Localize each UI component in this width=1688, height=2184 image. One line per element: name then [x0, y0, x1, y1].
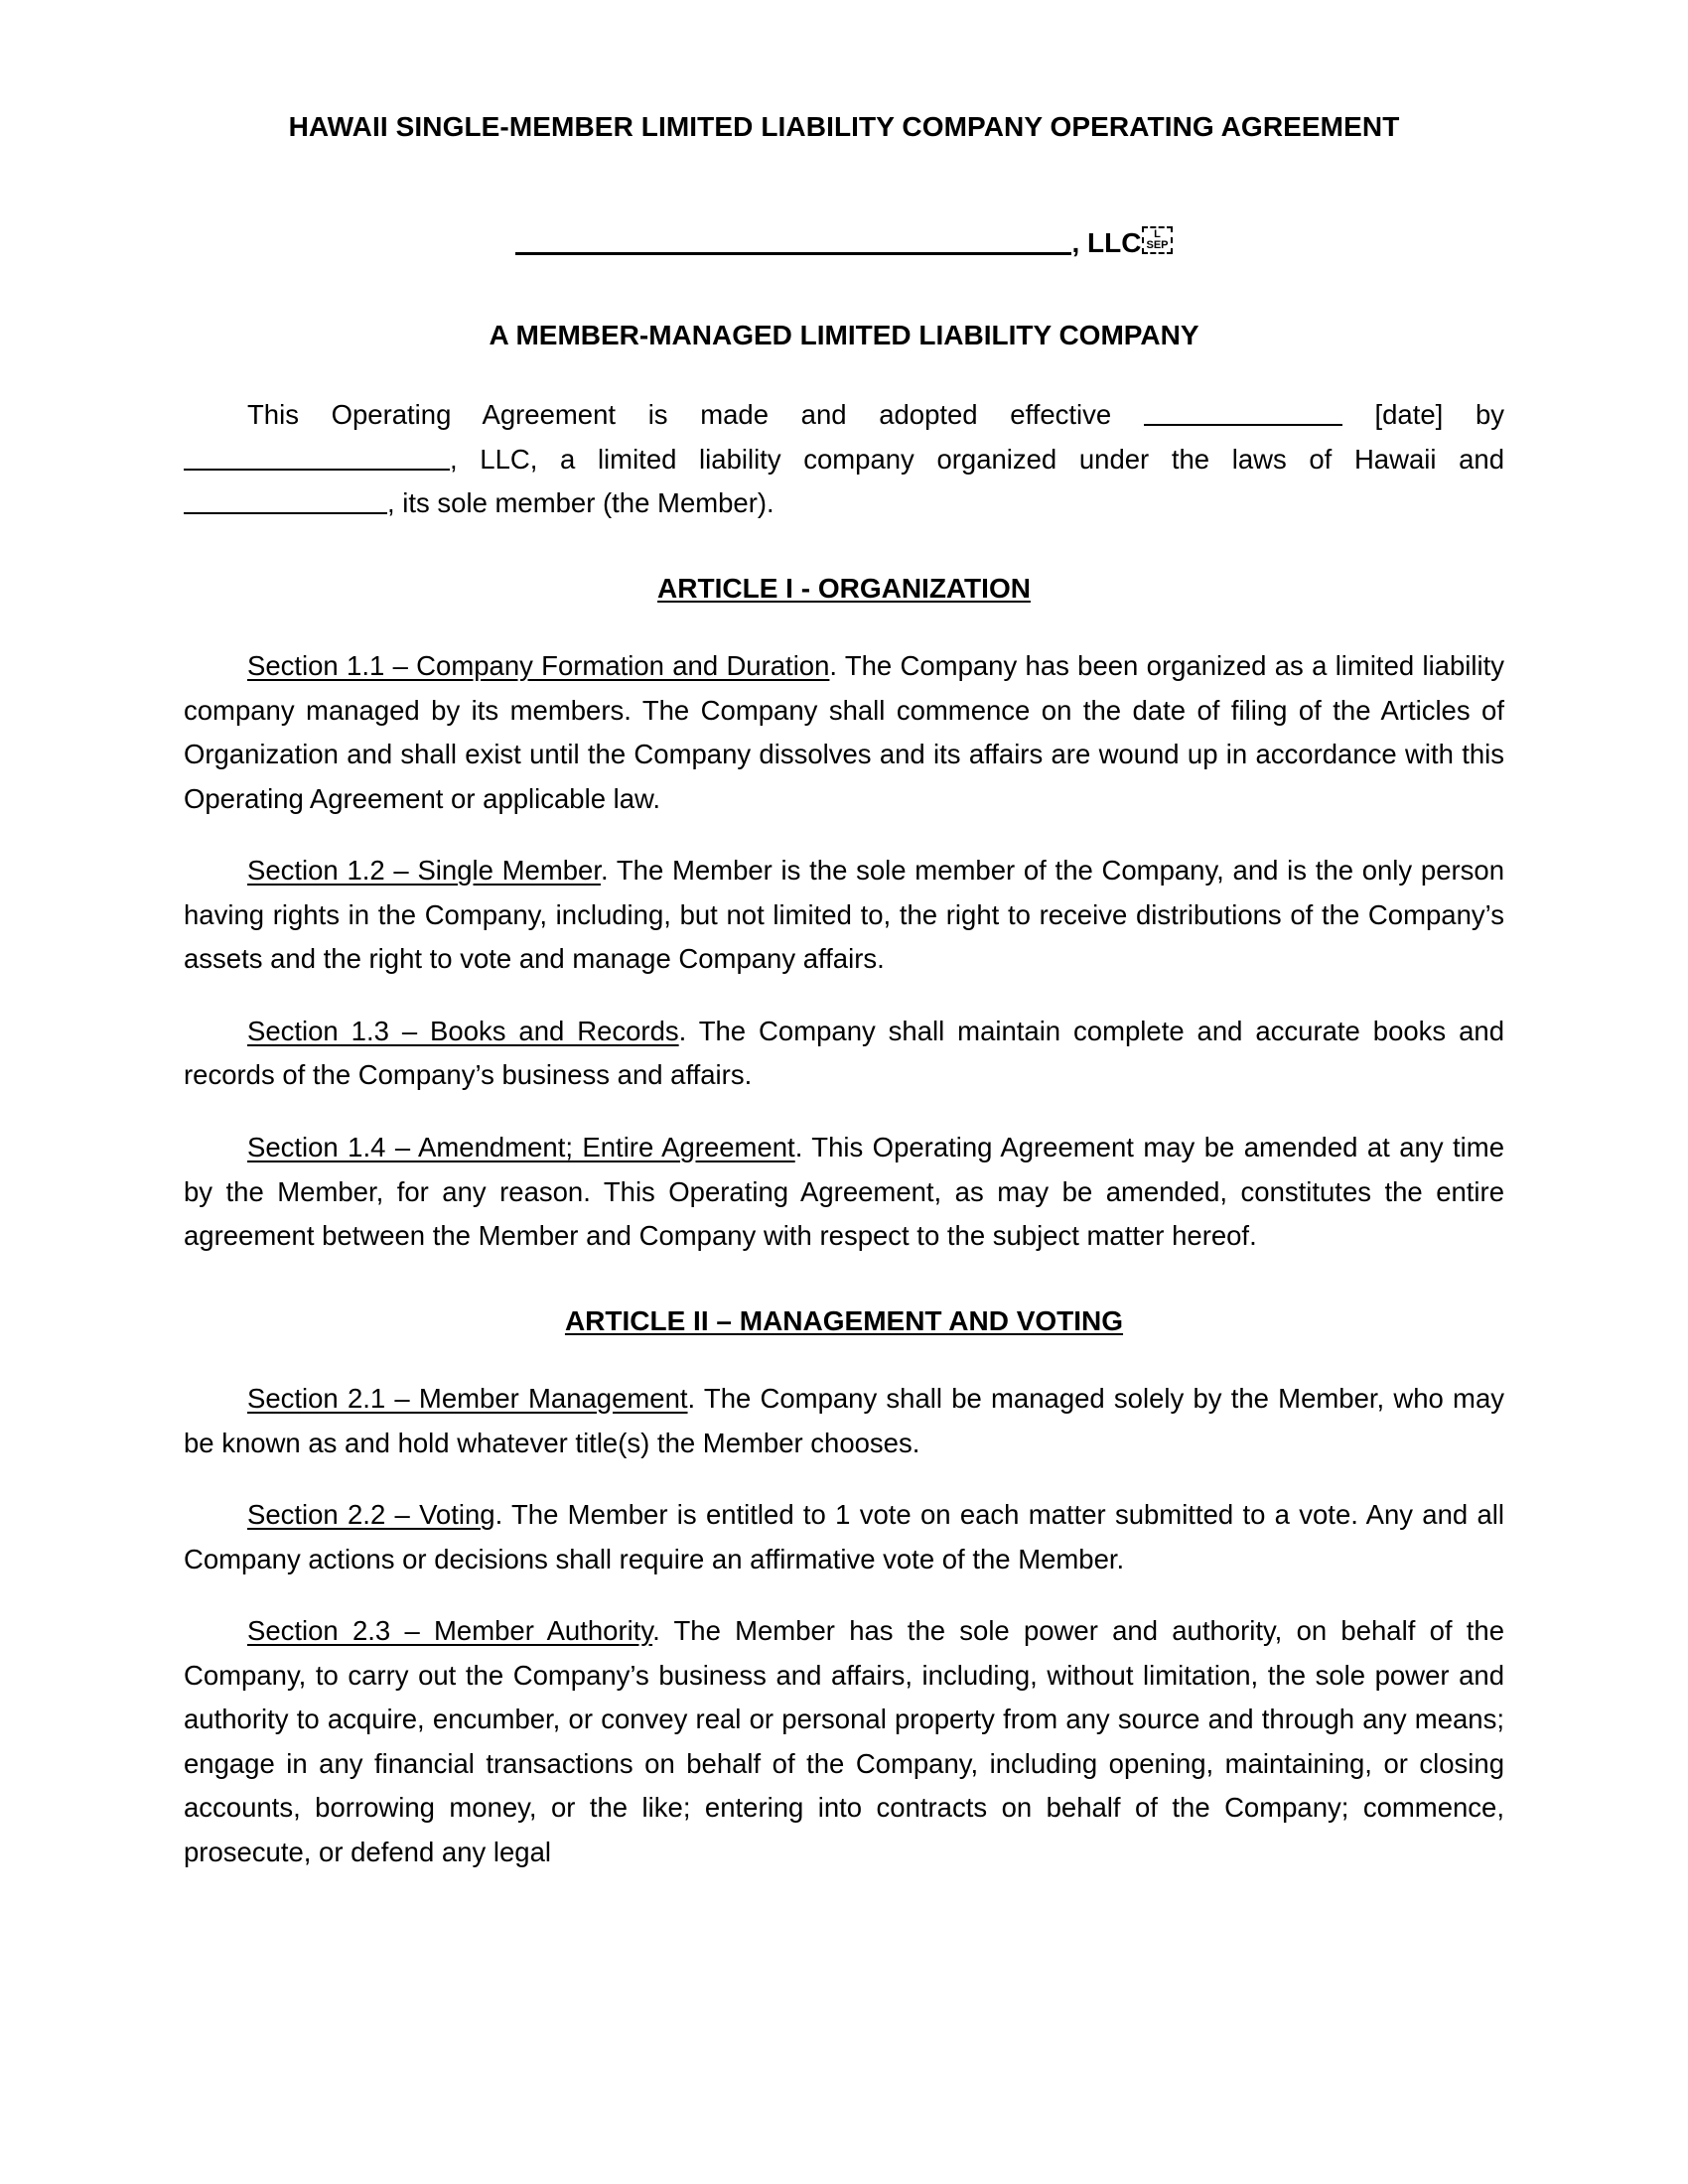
- document-subtitle: A MEMBER-MANAGED LIMITED LIABILITY COMPANY: [489, 319, 1199, 350]
- article-heading-1-text: ARTICLE I - ORGANIZATION: [657, 572, 1031, 604]
- section-2-3: [184, 1609, 1504, 1874]
- section-1-1-heading: Section 1.1 – Company Formation and Duration: [247, 650, 830, 682]
- effective-date-blank[interactable]: [1144, 424, 1342, 426]
- intro-part-1: This Operating Agreement is made and adopted effective: [247, 399, 1144, 431]
- section-2-2-heading: Section 2.2 – Voting: [247, 1499, 495, 1531]
- company-name-blank[interactable]: [515, 252, 1071, 255]
- company-name-blank-2[interactable]: [184, 469, 450, 471]
- article-heading-2-text: ARTICLE II – MANAGEMENT AND VOTING: [564, 1304, 1124, 1336]
- section-2-3-body: . The Member has the sole power and authority, on behalf of the Company, to carry out the Company’s business and affairs, including, without limitation, the sole power and authority to acquire, encumber, or convey real or personal property from any source and through any means; engage in any financial transactions on behalf of the Company, including opening, maintaining, or closing accounts, borrowing money, or the like; entering into contracts on behalf of the Company; commence, prosecute, or defend any legal: [184, 1615, 1504, 1867]
- intro-part-3: , LLC, a limited liability company organized under the laws of Hawaii and: [450, 443, 1504, 475]
- intro-part-2: [date] by: [1341, 399, 1504, 431]
- article-heading-2: [184, 1298, 1504, 1343]
- page-title: HAWAII SINGLE-MEMBER LIMITED LIABILITY COMPANY OPERATING AGREEMENT: [288, 111, 1400, 142]
- sep-field-line2: SEP: [1146, 239, 1169, 252]
- intro-paragraph: [184, 393, 1504, 526]
- sep-field-placeholder[interactable]: [1142, 226, 1172, 254]
- section-2-1: [184, 1377, 1504, 1465]
- sep-field-line1: L: [1154, 228, 1161, 241]
- member-name-blank[interactable]: [184, 512, 387, 514]
- section-1-2-body: . The Member is the sole member of the Company, and is the only person having rights in the Company, including, but not limited to, the right to receive distributions of the Company’s assets and the right to vote and manage Company affairs.: [184, 855, 1504, 975]
- section-1-3: [184, 1010, 1504, 1098]
- section-2-3-heading: Section 2.3 – Member Authority: [247, 1615, 653, 1647]
- document-body: [184, 104, 1504, 1874]
- section-1-2-heading: Section 1.2 – Single Member: [247, 855, 601, 887]
- article-heading-1: [184, 566, 1504, 611]
- section-2-2: [184, 1493, 1504, 1581]
- section-1-1-body: . The Company has been organized as a limited liability company managed by its members. The Company shall commence on the date of filing of the Articles of Organization and shall exist until the Company dissolves and its affairs are wound up in accordance with this Operating Agreement or applicable law.: [184, 650, 1504, 814]
- section-1-4: [184, 1126, 1504, 1259]
- section-1-3-heading: Section 1.3 – Books and Records: [247, 1015, 679, 1046]
- section-2-2-body: . The Member is entitled to 1 vote on each matter submitted to a vote. Any and all Company actions or decisions shall require an affirmative vote of the Member.: [184, 1499, 1504, 1574]
- section-1-1: [184, 644, 1504, 821]
- section-1-3-body: . The Company shall maintain complete and accurate books and records of the Company’s business and affairs.: [184, 1015, 1504, 1091]
- section-2-1-heading: Section 2.1 – Member Management: [247, 1383, 688, 1414]
- section-1-2: [184, 849, 1504, 982]
- section-2-1-body: . The Company shall be managed solely by the Member, who may be known as and hold whatever title(s) the Member chooses.: [184, 1383, 1505, 1458]
- company-name-line: [184, 220, 1504, 265]
- intro-part-4: , its sole member (the Member).: [387, 487, 774, 519]
- section-1-4-body: . This Operating Agreement may be amended at any time by the Member, for any reason. This Operating Agreement, as may be amended, constitutes the entire agreement between the Member and Company with respect to the subject matter hereof.: [184, 1132, 1504, 1252]
- llc-suffix: , LLC: [1071, 227, 1142, 259]
- section-1-4-heading: Section 1.4 – Amendment; Entire Agreement: [247, 1132, 795, 1162]
